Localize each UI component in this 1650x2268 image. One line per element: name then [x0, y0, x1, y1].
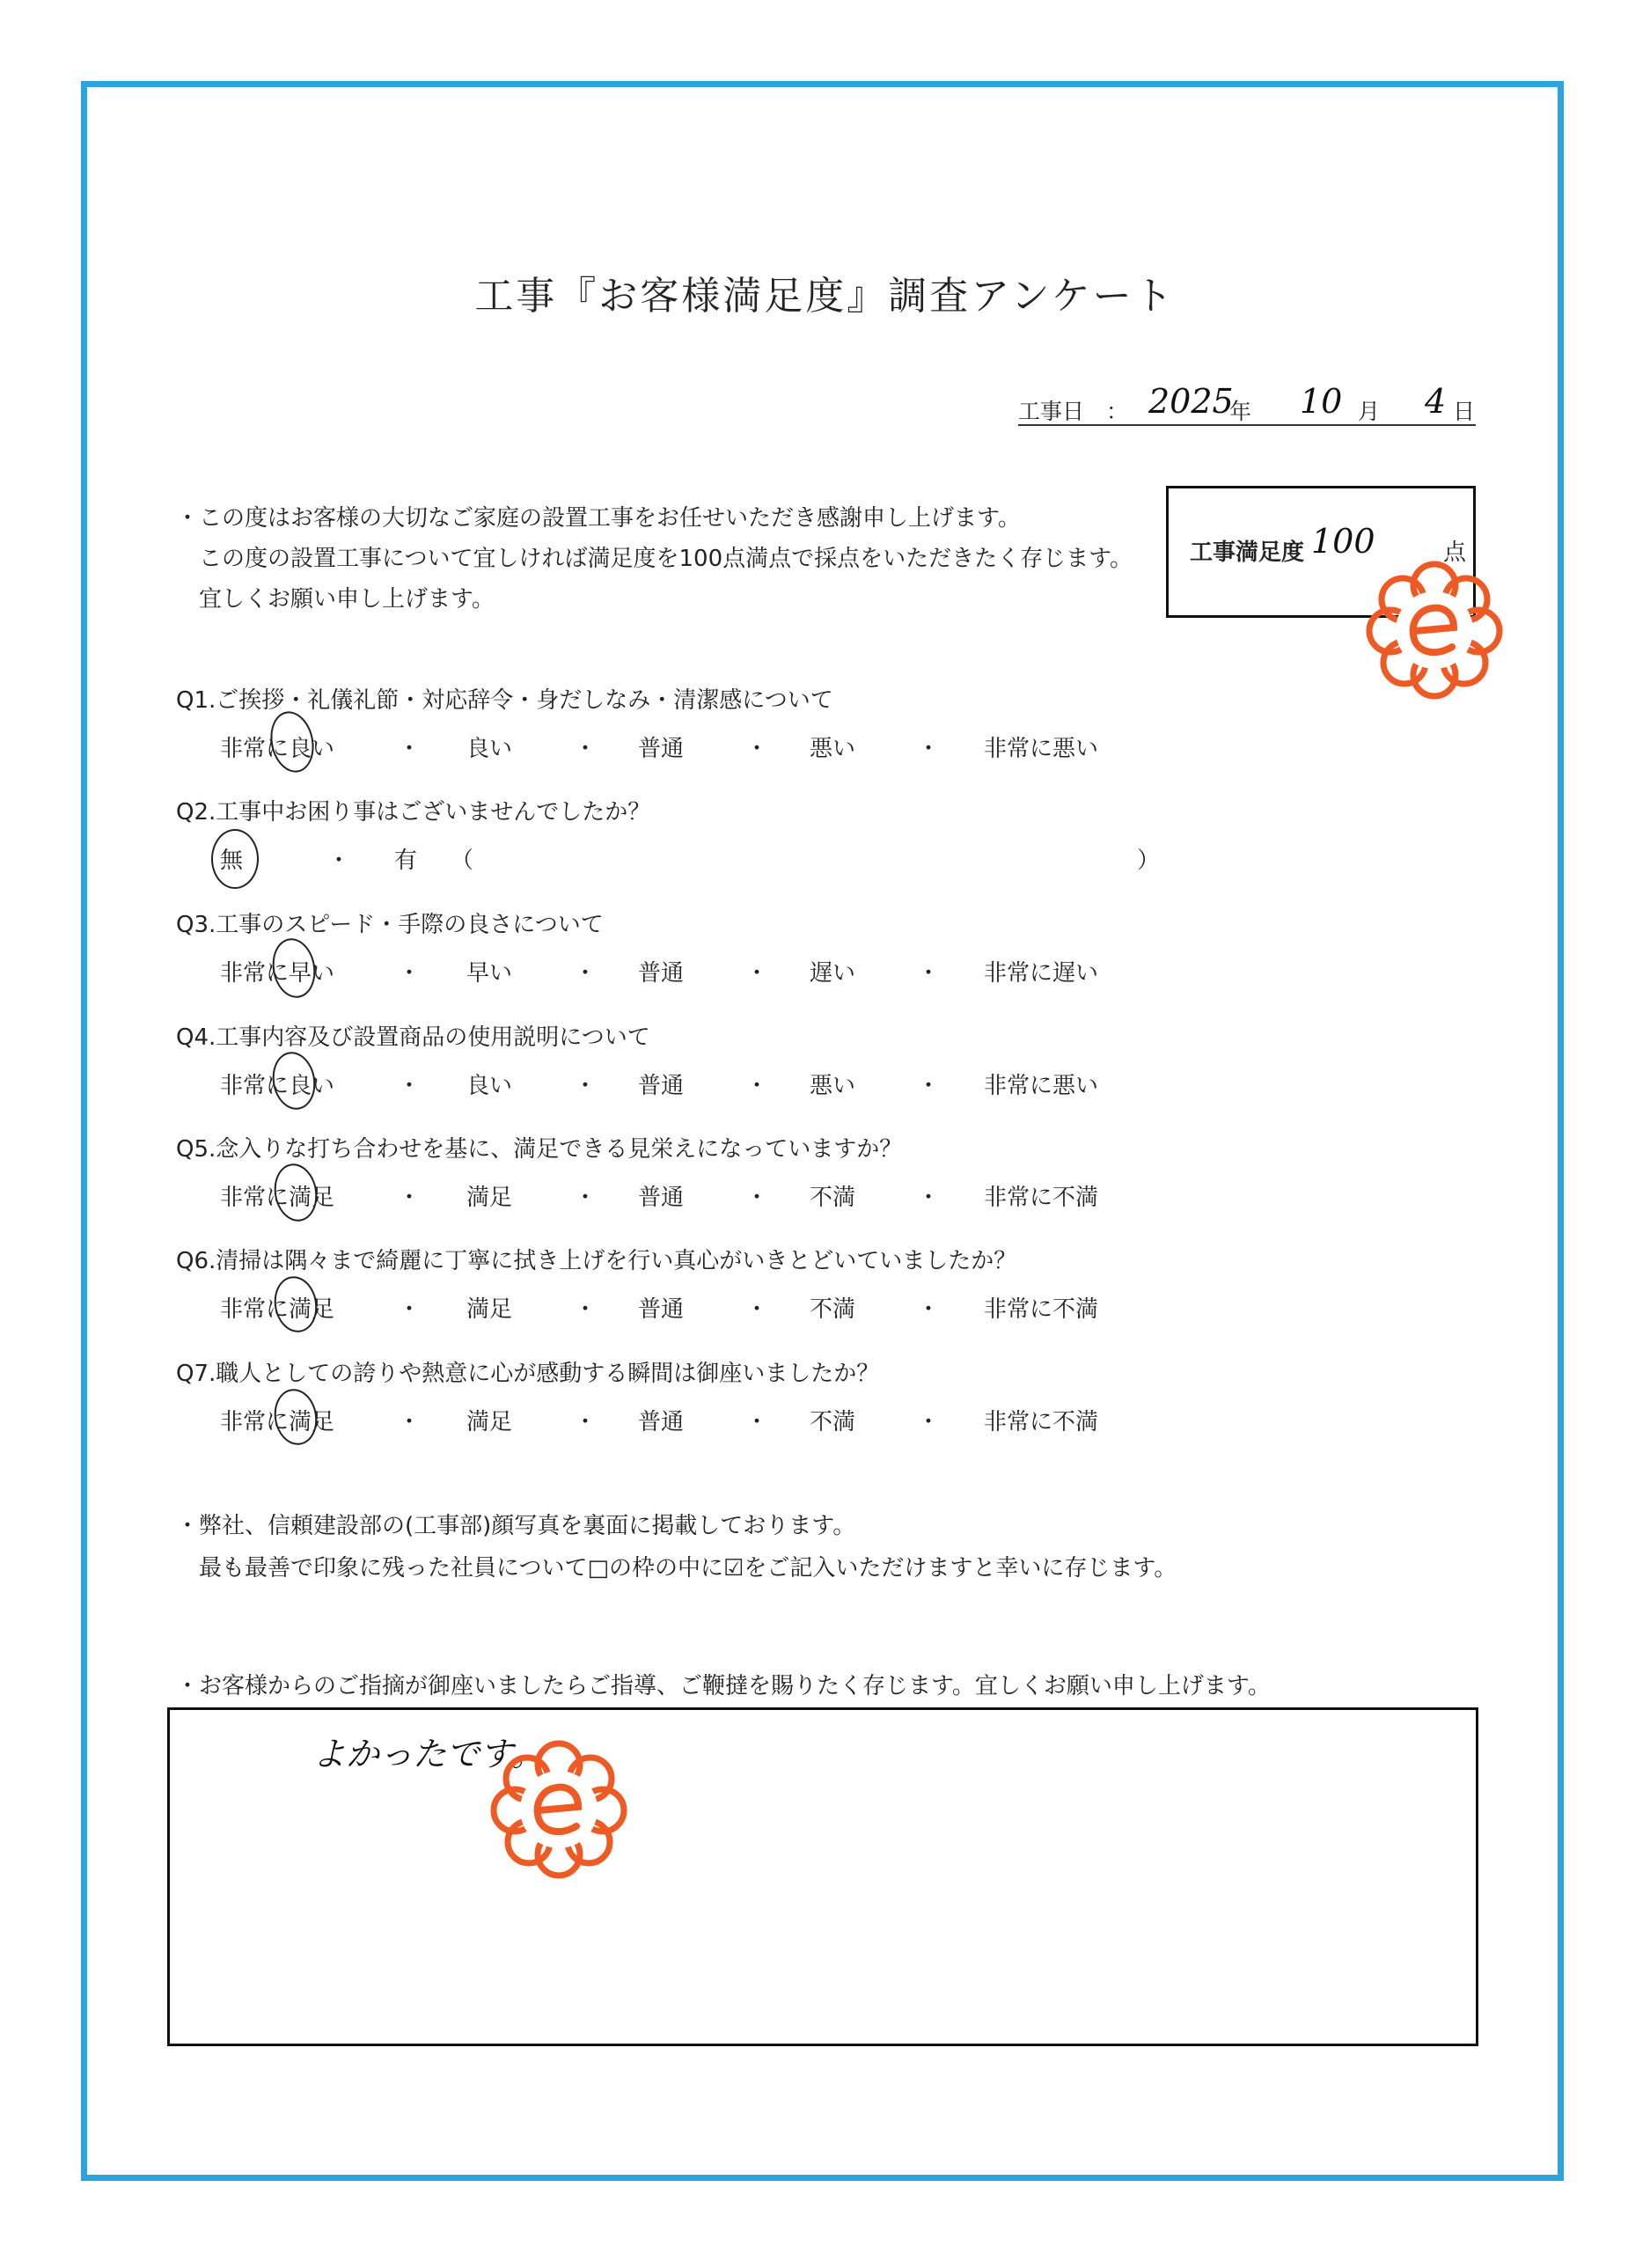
- score-unit: 点: [1442, 539, 1466, 566]
- question-1-options: 非常に良い ・ 良い ・ 普通 ・ 悪い ・ 非常に悪い: [0, 730, 1650, 766]
- option: 不満: [810, 1296, 856, 1323]
- intro-line-3: 宜しくお願い申し上げます。: [176, 586, 495, 613]
- staff-photo-note: [176, 1505, 1177, 1589]
- question-5: Q5.念入りな打ち合わせを基に、満足できる見栄えになっていますか？: [176, 1136, 903, 1163]
- option: 普通: [638, 736, 685, 762]
- option: 悪い: [810, 736, 856, 762]
- option: 満足: [466, 1409, 513, 1435]
- score-label: 工事満足度: [1190, 539, 1305, 566]
- option: 非常に満足: [220, 1296, 335, 1323]
- option: 満足: [466, 1296, 513, 1323]
- feedback-prompt: ・お客様からのご指摘が御座いましたらご指導、ご鞭撻を賜りたく存じます。宜しくお願い申し上げます。: [176, 1673, 1271, 1699]
- option: 良い: [466, 736, 513, 762]
- option: 非常に満足: [220, 1185, 335, 1211]
- question-6: Q6.清掃は隅々まで綺麗に丁寧に拭き上げを行い真心がいきとどいていましたか？: [176, 1248, 1017, 1274]
- work-date: [1018, 382, 1476, 426]
- option: 非常に良い: [220, 1073, 335, 1099]
- date-month-unit: 月: [1358, 399, 1381, 424]
- date-underline: [1018, 424, 1476, 426]
- option: 非常に早い: [220, 960, 335, 987]
- question-7: Q7.職人としての誇りや熱意に心が感動する瞬間は御座いましたか？: [176, 1361, 880, 1387]
- option: 悪い: [810, 1073, 856, 1099]
- feedback-comment: よかったです。: [312, 1735, 544, 1773]
- option: 普通: [638, 1296, 685, 1323]
- option: 無: [220, 848, 244, 874]
- option: 非常に不満: [984, 1185, 1099, 1211]
- question-6-options: 非常に満足 ・ 満足 ・ 普通 ・ 不満 ・ 非常に不満: [0, 1291, 1650, 1326]
- flower-stamp-icon: [1355, 550, 1514, 708]
- question-4: Q4.工事内容及び設置商品の使用説明について: [176, 1024, 650, 1051]
- question-3-options: 非常に早い ・ 早い ・ 普通 ・ 遅い ・ 非常に遅い: [0, 955, 1650, 990]
- date-month: 10: [1300, 382, 1343, 421]
- answer-circle: [211, 829, 259, 889]
- option: 良い: [466, 1073, 513, 1099]
- option: 普通: [638, 1185, 685, 1211]
- option: 非常に不満: [984, 1296, 1099, 1323]
- option: 非常に悪い: [984, 736, 1099, 762]
- option: 不満: [810, 1185, 856, 1211]
- question-2: Q2.工事中お困り事はございませんでしたか？: [176, 799, 651, 826]
- option: 不満: [810, 1409, 856, 1435]
- date-year: 2025: [1148, 382, 1234, 421]
- question-3: Q3.工事のスピード・手際の良さについて: [176, 912, 604, 938]
- option: 満足: [466, 1185, 513, 1211]
- question-7-options: 非常に満足 ・ 満足 ・ 普通 ・ 不満 ・ 非常に不満: [0, 1404, 1650, 1439]
- option: 遅い: [810, 960, 856, 987]
- date-day-unit: 日: [1453, 399, 1476, 424]
- question-1: Q1.ご挨拶・礼儀礼節・対応辞令・身だしなみ・清潔感について: [176, 687, 833, 714]
- question-2-options: 無 ・ 有 （ ）: [0, 842, 1650, 877]
- question-5-options: 非常に満足 ・ 満足 ・ 普通 ・ 不満 ・ 非常に不満: [0, 1179, 1650, 1215]
- page-title: 工事『お客様満足度』調査アンケート: [474, 274, 1176, 319]
- option: 普通: [638, 1073, 685, 1099]
- intro-text: [176, 498, 1133, 620]
- question-4-options: 非常に良い ・ 良い ・ 普通 ・ 悪い ・ 非常に悪い: [0, 1068, 1650, 1103]
- intro-line-2: この度の設置工事について宜しければ満足度を100点満点で採点をいただきたく存じます。: [176, 546, 1133, 572]
- date-label: 工事日 ：: [1018, 399, 1129, 424]
- option: 非常に悪い: [984, 1073, 1099, 1099]
- flower-stamp-icon: [480, 1729, 638, 1888]
- staff-note-line-1: ・弊社、信頼建設部の(工事部)顔写真を裏面に掲載しております。: [176, 1513, 856, 1539]
- intro-line-1: ・この度はお客様の大切なご家庭の設置工事をお任せいただき感謝申し上げます。: [176, 505, 1021, 532]
- score-value: 100: [1311, 522, 1375, 561]
- date-day: 4: [1425, 382, 1447, 421]
- option: 非常に遅い: [984, 960, 1099, 987]
- option: 早い: [466, 960, 513, 987]
- date-year-unit: 年: [1229, 399, 1252, 424]
- option: 非常に良い: [220, 736, 335, 762]
- option: 普通: [638, 1409, 685, 1435]
- staff-note-line-2: 最も最善で印象に残った社員について□の枠の中に☑をご記入いただけますと幸いに存じます。: [176, 1555, 1177, 1582]
- option: 普通: [638, 960, 685, 987]
- option: 非常に不満: [984, 1409, 1099, 1435]
- option: 非常に満足: [220, 1409, 335, 1435]
- option: 有: [394, 848, 418, 874]
